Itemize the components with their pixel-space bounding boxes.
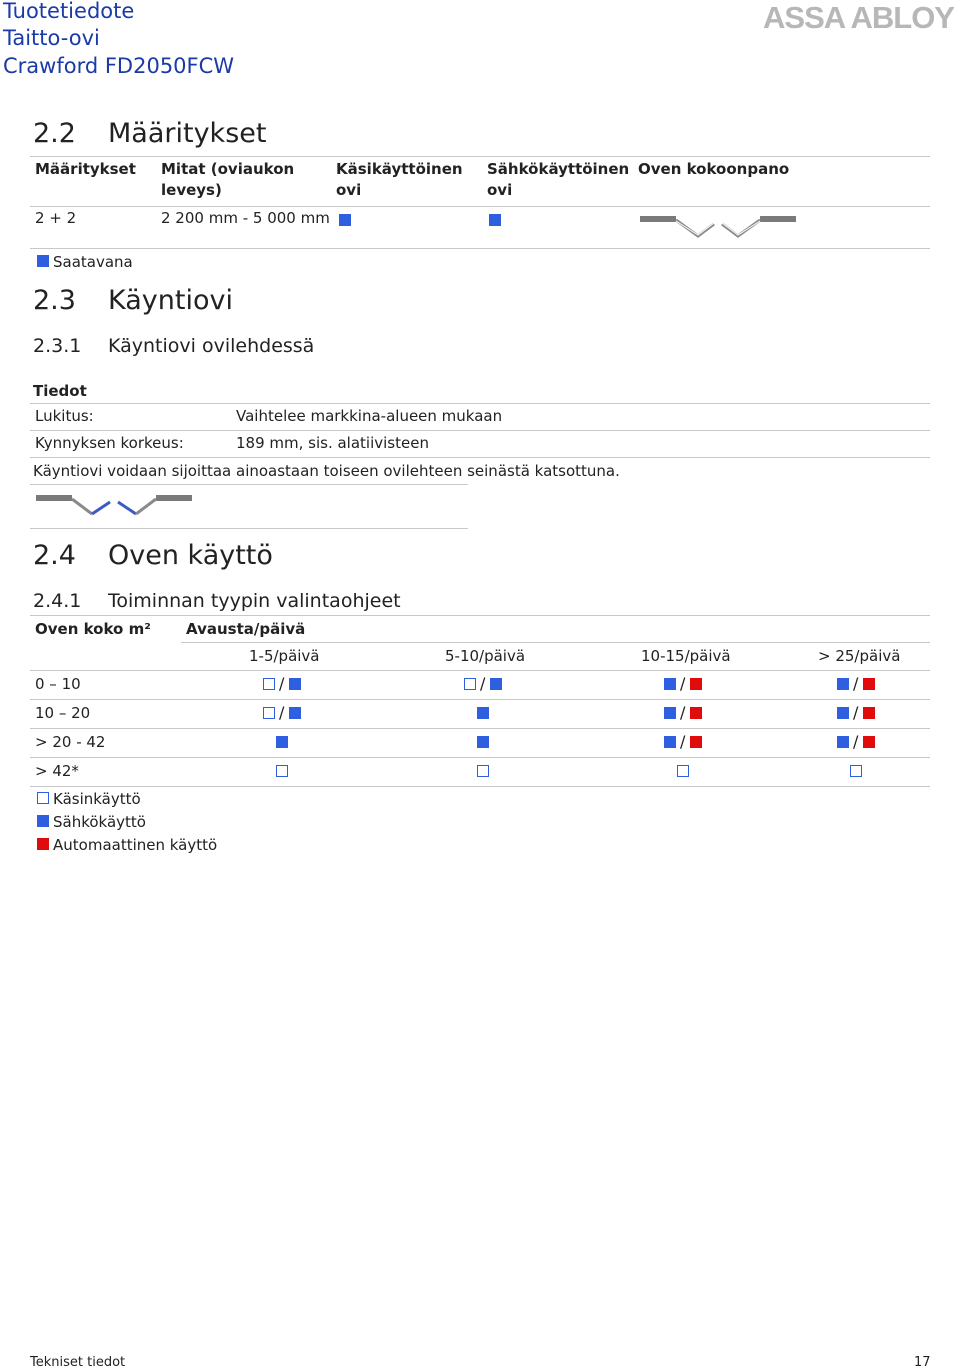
divider [30, 528, 468, 529]
divider [30, 699, 930, 700]
divider [30, 156, 930, 157]
usage-marker-blue [837, 736, 849, 748]
section-heading-2-3: 2.3 Käyntiovi [33, 285, 233, 316]
lock-label: Lukitus: [35, 407, 94, 425]
subsection-heading-2-3-1: 2.3.1 Käyntiovi ovilehdessä [33, 335, 315, 357]
legend-auto: Automaattinen käyttö [53, 836, 218, 854]
usage-separator: / [680, 703, 686, 722]
usage-separator: / [279, 674, 285, 693]
usage-separator: / [853, 674, 859, 693]
usage-marker-red [690, 678, 702, 690]
divider [30, 670, 930, 671]
usage-marker-blue [837, 707, 849, 719]
divider [30, 484, 468, 485]
header-subtitle: Taitto-ovi [3, 26, 100, 50]
usage-marker-blue [289, 678, 301, 690]
usage-row-label: > 20 - 42 [35, 733, 106, 751]
col-header-electric-1: Sähkökäyttöinen [487, 160, 630, 178]
header-model: Crawford FD2050FCW [3, 54, 235, 78]
usage-marker-red [863, 678, 875, 690]
usage-marker-blue [477, 736, 489, 748]
col-header-electric-2: ovi [487, 181, 513, 199]
usage-marker-red [863, 707, 875, 719]
usage-marker-red [690, 707, 702, 719]
page-number: 17 [914, 1355, 931, 1370]
divider [30, 728, 930, 729]
usage-separator: / [853, 703, 859, 722]
available-marker-electric [489, 214, 501, 226]
usage-marker-red [863, 736, 875, 748]
usage-separator: / [279, 703, 285, 722]
freq-header: > 25/päivä [818, 647, 901, 665]
usage-row-label: 10 – 20 [35, 704, 91, 722]
threshold-label: Kynnyksen korkeus: [35, 434, 184, 452]
usage-marker-empty [464, 678, 476, 690]
divider [30, 757, 930, 758]
row-spec: 2 + 2 [35, 209, 77, 227]
header-title: Tuotetiedote [3, 0, 135, 23]
usage-separator: / [480, 674, 486, 693]
usage-marker-blue [490, 678, 502, 690]
usage-marker-empty [677, 765, 689, 777]
wicket-door-note: Käyntiovi voidaan sijoittaa ainoastaan toiseen ovilehteen seinästä katsottuna. [33, 462, 620, 480]
divider [30, 248, 930, 249]
wicket-door-diagram [34, 492, 196, 520]
usage-marker-empty [263, 678, 275, 690]
subsection-heading-2-4-1: 2.4.1 Toiminnan tyypin valintaohjeet [33, 590, 401, 612]
divider [181, 642, 930, 643]
legend-electric: Sähkökäyttö [53, 813, 146, 831]
col-header-door-size: Oven koko m² [35, 620, 151, 638]
lock-value: Vaihtelee markkina-alueen mukaan [236, 407, 503, 425]
legend-manual: Käsinkäyttö [53, 790, 141, 808]
col-header-dims-1: Mitat (oviaukon [161, 160, 295, 178]
info-title: Tiedot [33, 382, 87, 400]
legend-electric-marker [37, 815, 49, 827]
divider [30, 457, 930, 458]
divider [30, 403, 930, 404]
divider [30, 786, 930, 787]
col-header-spec: Määritykset [35, 160, 136, 178]
usage-marker-blue [837, 678, 849, 690]
usage-marker-blue [664, 678, 676, 690]
threshold-value: 189 mm, sis. alatiivisteen [236, 434, 429, 452]
col-header-config: Oven kokoonpano [638, 160, 790, 178]
col-header-dims-2: leveys) [161, 181, 222, 199]
usage-marker-empty [263, 707, 275, 719]
section-heading-2-2: 2.2 Määritykset [33, 118, 267, 149]
divider [30, 615, 930, 616]
legend-available: Saatavana [53, 253, 133, 271]
divider [30, 206, 930, 207]
usage-marker-red [690, 736, 702, 748]
legend-manual-marker [37, 792, 49, 804]
usage-marker-blue [477, 707, 489, 719]
row-dims: 2 200 mm - 5 000 mm [161, 209, 330, 227]
freq-header: 1-5/päivä [249, 647, 320, 665]
usage-marker-blue [276, 736, 288, 748]
usage-separator: / [680, 674, 686, 693]
usage-separator: / [680, 732, 686, 751]
usage-separator: / [853, 732, 859, 751]
col-header-manual-2: ovi [336, 181, 362, 199]
usage-row-label: > 42* [35, 762, 79, 780]
brand-logo: ASSA ABLOY [763, 0, 954, 35]
usage-row-label: 0 – 10 [35, 675, 81, 693]
usage-marker-empty [477, 765, 489, 777]
legend-available-marker [37, 255, 49, 267]
divider [30, 430, 930, 431]
freq-header: 5-10/päivä [445, 647, 526, 665]
col-header-manual-1: Käsikäyttöinen [336, 160, 463, 178]
footer-section: Tekniset tiedot [30, 1355, 126, 1370]
usage-marker-empty [850, 765, 862, 777]
section-heading-2-4: 2.4 Oven käyttö [33, 540, 273, 571]
door-configuration-diagram [638, 212, 798, 240]
usage-marker-blue [664, 707, 676, 719]
legend-auto-marker [37, 838, 49, 850]
usage-marker-empty [276, 765, 288, 777]
usage-marker-blue [664, 736, 676, 748]
col-header-openings: Avausta/päivä [186, 620, 306, 638]
available-marker-manual [339, 214, 351, 226]
freq-header: 10-15/päivä [641, 647, 731, 665]
usage-marker-blue [289, 707, 301, 719]
